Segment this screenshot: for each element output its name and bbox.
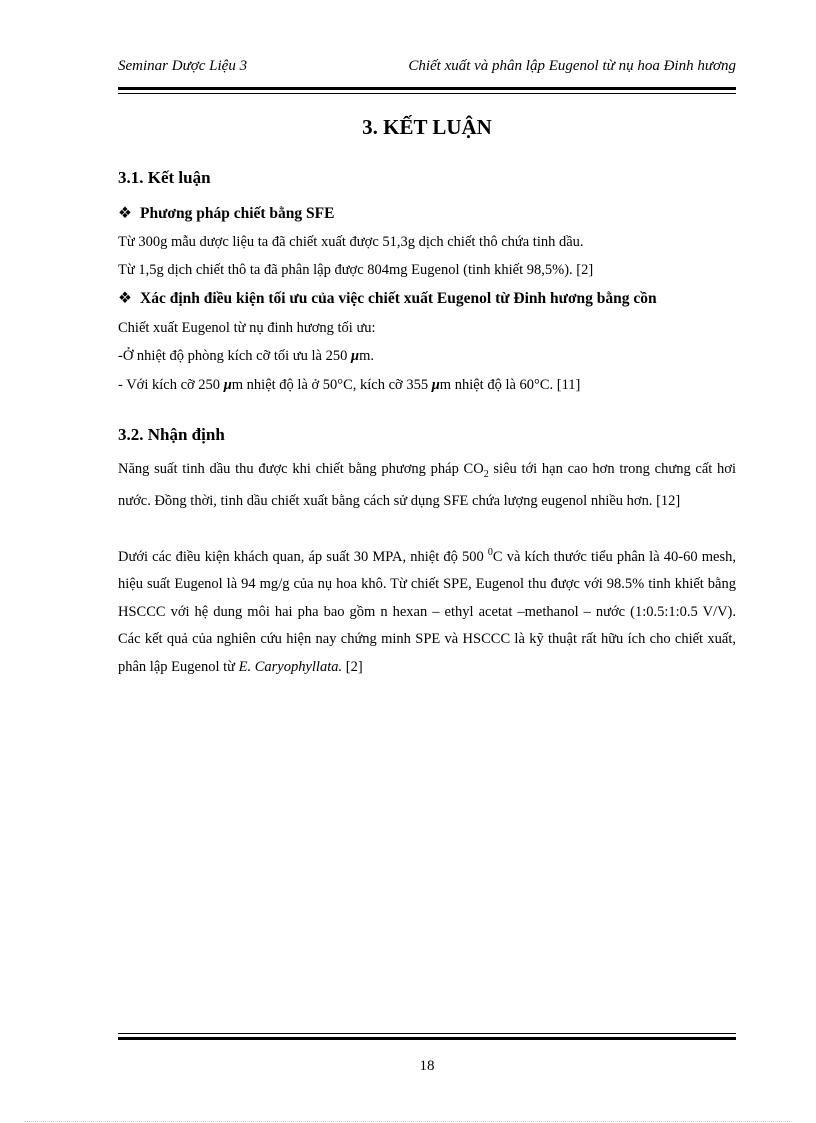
bullet-sfe-method (118, 204, 334, 223)
species-name: E. Caryophyllata. (238, 658, 343, 675)
bullet-optimal-label: Xác định điều kiện tối ưu của việc chiết xuất Eugenol từ Đinh hương bằng cồn (140, 290, 657, 307)
line4-text-a: -Ở nhiệt độ phòng kích cỡ tối ưu là 250 (118, 348, 351, 364)
assessment-paragraph-1 (118, 456, 736, 516)
para1-text-b: siêu tới hạn cao hơn trong chưng cất hơi nước. Đồng thời, tinh dầu chiết xuất bằng cách sử dụng SFE chứa lượng eugenol nhiều hơn. [12] (118, 461, 736, 510)
header-rule-thick (118, 87, 736, 90)
conclusion-line-4 (118, 348, 374, 365)
header-course-title: Seminar Dược Liệu 3 (118, 58, 248, 74)
para2-text-a: Dưới các điều kiện khách quan, áp suất 30 MPA, nhiệt độ 500 (118, 548, 488, 565)
para2-text-c: [2] (342, 658, 363, 675)
bullet-sfe-label: Phương pháp chiết bằng SFE (140, 205, 335, 222)
line4-text-b: m. (359, 348, 374, 364)
section-heading-conclusion: 3.1. Kết luận (118, 168, 211, 187)
diamond-bullet-icon: ❖ (118, 205, 132, 222)
co2-subscript: 2 (483, 468, 489, 480)
conclusion-line-2: Từ 1,5g dịch chiết thô ta đã phân lập được 804mg Eugenol (tinh khiết 98,5%). [2] (118, 262, 594, 278)
micro-symbol: μ (223, 377, 232, 393)
footer-rule-thick (118, 1037, 736, 1040)
chapter-title: 3. KẾT LUẬN (362, 115, 492, 139)
line5-text-b: m nhiệt độ là ở 50°C, kích cỡ 355 (231, 377, 432, 393)
running-header (118, 56, 736, 80)
conclusion-line-3: Chiết xuất Eugenol từ nụ đinh hương tối ưu: (118, 320, 376, 336)
bullet-optimal-conditions (118, 289, 657, 308)
assessment-paragraph-2 (118, 539, 736, 681)
header-rule-thin (118, 93, 736, 94)
line5-text-c: m nhiệt độ là 60°C. [11] (439, 377, 581, 393)
line5-text-a: - Với kích cỡ 250 (118, 377, 224, 393)
conclusion-line-1: Từ 300g mẫu dược liệu ta đã chiết xuất được 51,3g dịch chiết thô chứa tinh dầu. (118, 234, 584, 250)
para2-text-b: C và kích thước tiểu phân là 40-60 mesh, hiệu suất Eugenol là 94 mg/g của nụ hoa khô. Từ chiết SPE, Eugenol thu được với 98.5% tinh khiết bằng HSCCC với hệ dung môi hai pha bao gồm n hexan – ethyl acetat –methanol – nước (1:0.5:1:0.5 V/V). Các kết quả của nghiên cứu hiện nay chứng minh SPE và HSCCC là kỹ thuật rất hữu ích cho chiết xuất, phân lập Eugenol từ (118, 548, 736, 675)
degree-superscript: 0 (487, 547, 493, 558)
page-bottom-edge (24, 1121, 792, 1122)
para1-text-a: Năng suất tinh dầu thu được khi chiết bằng phương pháp CO (118, 461, 484, 477)
micro-symbol: μ (351, 348, 360, 364)
micro-symbol: μ (431, 377, 440, 393)
footer-rule-thin (118, 1033, 736, 1034)
section-heading-assessment: 3.2. Nhận định (118, 425, 225, 444)
diamond-bullet-icon: ❖ (118, 290, 132, 307)
page-number: 18 (419, 1058, 435, 1074)
header-topic-title: Chiết xuất và phân lập Eugenol từ nụ hoa Đinh hương (408, 58, 736, 74)
conclusion-line-5 (118, 377, 580, 394)
